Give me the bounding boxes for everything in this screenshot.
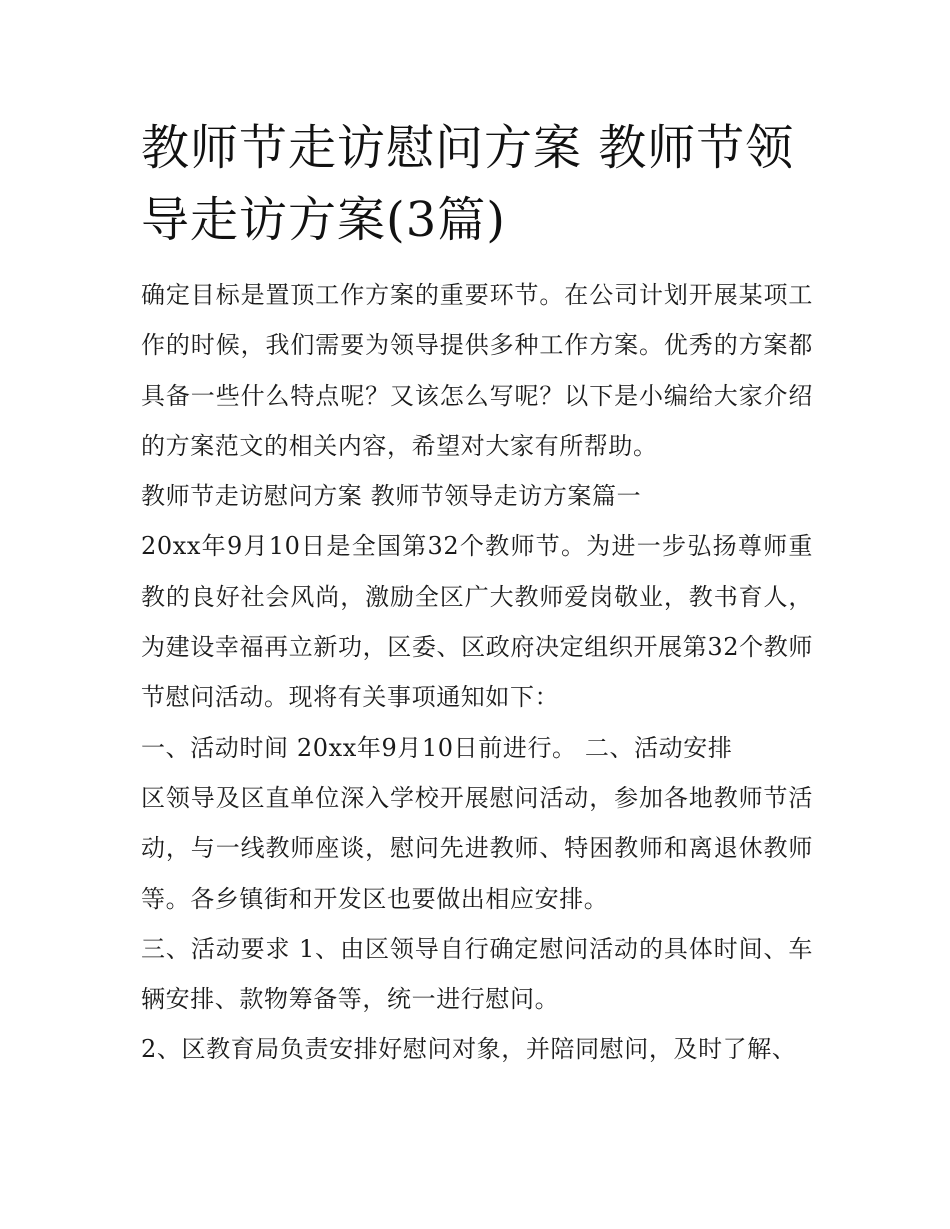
body-paragraph: 一、活动时间 20xx年9月10日前进行。 二、活动安排 [141,733,733,762]
document-body [141,270,813,1075]
body-paragraph: 三、活动要求 1、由区领导自行确定慰问活动的具体时间、车辆安排、款物筹备等，统一进行慰问。 [141,934,813,1014]
body-paragraph: 区领导及区直单位深入学校开展慰问活动，参加各地教师节活动，与一线教师座谈，慰问先进教师、特困教师和离退休教师等。各乡镇街和开发区也要做出相应安排。 [141,783,813,913]
document-title: 教师节走访慰问方案 教师节领导走访方案(3篇) [141,120,795,248]
intro-paragraph: 确定目标是置顶工作方案的重要环节。在公司计划开展某项工作的时候，我们需要为领导提供多种工作方案。优秀的方案都具备一些什么特点呢？又该怎么写呢？以下是小编给大家介绍的方案范文的相关内容，希望对大家有所帮助。 [141,281,813,460]
document-page [141,112,813,1075]
body-paragraph: 2、区教育局负责安排好慰问对象，并陪同慰问，及时了解、 [141,1035,797,1064]
body-paragraph: 20xx年9月10日是全国第32个教师节。为进一步弘扬尊师重教的良好社会风尚，激励全区广大教师爱岗敬业，教书育人，为建设幸福再立新功，区委、区政府决定组织开展第32个教师节慰问活动。现将有关事项通知如下： [141,532,813,712]
section-heading: 教师节走访慰问方案 教师节领导走访方案篇一 [141,482,642,511]
